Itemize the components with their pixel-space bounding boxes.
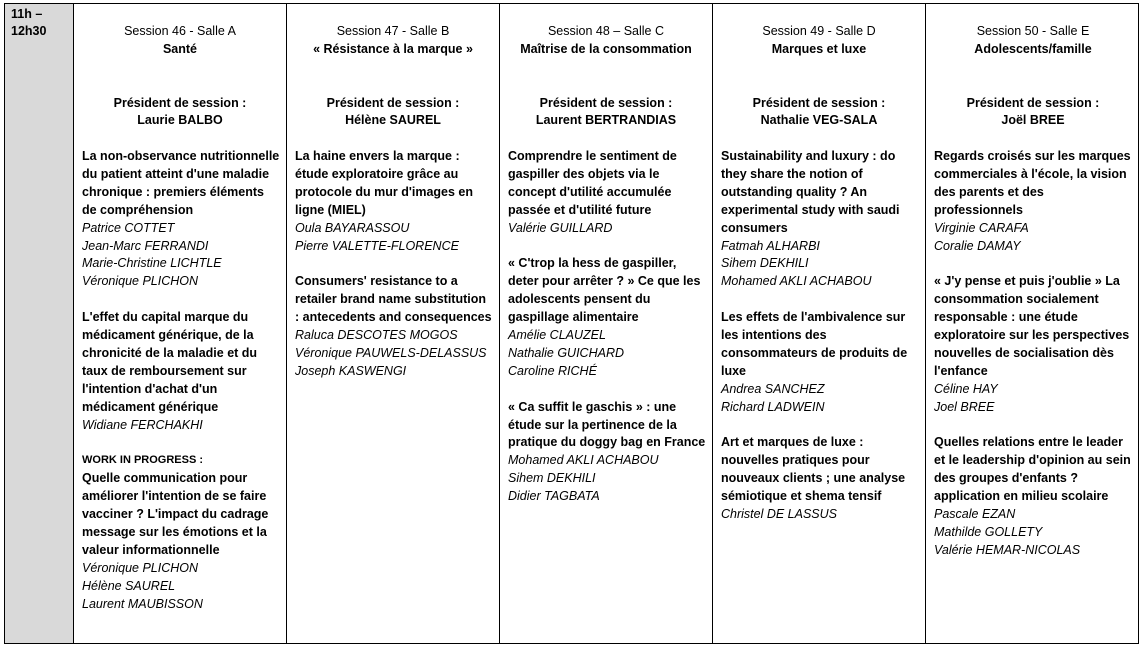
paper-title: Quelle communication pour améliorer l'intention de se faire vacciner ? L'impact du cadrage message sur les émotions et la valeur informationnelle bbox=[82, 471, 269, 557]
session-header bbox=[500, 22, 712, 58]
paper-title: L'effet du capital marque du médicament générique, de la chronicité de la maladie et du taux de remboursement sur l'intention d'achat d'un médicament générique bbox=[82, 310, 258, 414]
paper-author: Véronique PLICHON bbox=[82, 560, 199, 575]
session-header bbox=[287, 22, 499, 58]
president-name: Laurie BALBO bbox=[137, 113, 223, 127]
paper-author: Andrea SANCHEZ bbox=[721, 381, 825, 396]
paper-entry bbox=[934, 434, 1134, 559]
paper-author: Amélie CLAUZEL bbox=[508, 328, 606, 343]
paper-entry bbox=[508, 148, 706, 238]
paper-entry bbox=[82, 148, 280, 291]
session-header bbox=[74, 22, 286, 58]
president-label: Président de session : bbox=[752, 96, 886, 110]
paper-author: Valérie HEMAR-NICOLAS bbox=[934, 542, 1081, 557]
paper-entry bbox=[295, 148, 493, 255]
session-president bbox=[287, 95, 499, 129]
paper-entry bbox=[721, 434, 919, 524]
time-slot-end: 12h30 bbox=[11, 24, 47, 38]
paper-author: Pierre VALETTE-FLORENCE bbox=[295, 238, 459, 253]
paper-entry bbox=[934, 273, 1134, 416]
paper-entry bbox=[508, 399, 706, 506]
president-label: Président de session : bbox=[113, 96, 247, 110]
session-header bbox=[926, 22, 1140, 58]
paper-author: Nathalie GUICHARD bbox=[508, 345, 625, 360]
president-label: Président de session : bbox=[966, 96, 1100, 110]
time-slot bbox=[11, 6, 71, 40]
president-label: Président de session : bbox=[539, 96, 673, 110]
paper-title: Quelles relations entre le leader et le leadership d'opinion au sein des groupes d'enfants ? application en milieu scolaire bbox=[934, 435, 1131, 504]
paper-author: Widiane FERCHAKHI bbox=[82, 417, 203, 432]
session-number: Session 46 - Salle A bbox=[124, 24, 236, 38]
session-theme: Santé bbox=[162, 42, 198, 56]
paper-author: Mohamed AKLI ACHABOU bbox=[721, 274, 872, 289]
session-number: Session 49 - Salle D bbox=[762, 24, 876, 38]
paper-author: Véronique PLICHON bbox=[82, 274, 199, 289]
paper-author: Richard LADWEIN bbox=[721, 399, 825, 414]
paper-title: La non-observance nutritionnelle du patient atteint d'une maladie chronique : premiers éléments de compréhension bbox=[82, 149, 280, 217]
paper-list bbox=[721, 148, 919, 542]
paper-author: Joseph KASWENGI bbox=[295, 363, 407, 378]
paper-title: Les effets de l'ambivalence sur les intentions des consommateurs de produits de luxe bbox=[721, 310, 908, 378]
time-slot-cell bbox=[5, 4, 74, 643]
paper-title: La haine envers la marque : étude exploratoire grâce au protocole du mur d'images en ligne (MIEL) bbox=[295, 149, 473, 217]
paper-author: Laurent MAUBISSON bbox=[82, 596, 203, 611]
paper-author: Pascale EZAN bbox=[934, 507, 1016, 522]
paper-list bbox=[295, 148, 493, 399]
president-name: Hélène SAUREL bbox=[345, 113, 441, 127]
paper-list bbox=[508, 148, 706, 524]
paper-entry bbox=[721, 148, 919, 291]
time-slot-start: 11h – bbox=[11, 7, 43, 21]
paper-title: Comprendre le sentiment de gaspiller des objets via le concept d'utilité accumulée passée et d'utilité future bbox=[508, 149, 677, 217]
paper-entry bbox=[295, 273, 493, 380]
paper-title: « J'y pense et puis j'oublie » La consommation socialement responsable : une étude exploratoire sur les perspectives nouvelles de socialisation dès l'enfance bbox=[934, 274, 1130, 378]
paper-author: Raluca DESCOTES MOGOS bbox=[295, 328, 458, 343]
paper-author: Mathilde GOLLETY bbox=[934, 525, 1043, 539]
session-president bbox=[713, 95, 925, 129]
session-president bbox=[500, 95, 712, 129]
paper-entry bbox=[508, 255, 706, 380]
session-number: Session 48 – Salle C bbox=[547, 24, 665, 38]
paper-author: Virginie CARAFA bbox=[934, 220, 1029, 235]
paper-entry bbox=[721, 309, 919, 416]
paper-author: Oula BAYARASSOU bbox=[295, 220, 410, 235]
paper-author: Christel DE LASSUS bbox=[721, 507, 838, 522]
paper-title: Consumers' resistance to a retailer brand name substitution : antecedents and consequences bbox=[295, 274, 492, 325]
paper-author: Jean-Marc FERRANDI bbox=[82, 238, 209, 253]
paper-title: Art et marques de luxe : nouvelles pratiques pour nouveaux clients ; une analyse sémiotique et shema tensif bbox=[721, 435, 906, 504]
work-in-progress-label: WORK IN PROGRESS : bbox=[82, 454, 204, 467]
session-number: Session 47 - Salle B bbox=[336, 24, 450, 38]
session-column bbox=[74, 4, 287, 643]
paper-author: Mohamed AKLI ACHABOU bbox=[508, 453, 659, 468]
paper-author: Coralie DAMAY bbox=[934, 238, 1021, 253]
session-column bbox=[500, 4, 713, 643]
session-theme: Adolescents/famille bbox=[974, 42, 1092, 56]
paper-author: Caroline RICHÉ bbox=[508, 363, 597, 378]
paper-title: Sustainability and luxury : do they share the notion of outstanding quality ? An experimental study with saudi consumers bbox=[721, 149, 900, 235]
session-header bbox=[713, 22, 925, 58]
paper-entry bbox=[934, 148, 1134, 255]
paper-author: Valérie GUILLARD bbox=[508, 220, 613, 235]
paper-title: « C'trop la hess de gaspiller, deter pour arrêter ? » Ce que les adolescents pensent du gaspillage alimentaire bbox=[508, 256, 701, 325]
paper-entry bbox=[82, 452, 280, 613]
paper-author: Joel BREE bbox=[934, 399, 995, 414]
paper-author: Sihem DEKHILI bbox=[508, 471, 596, 486]
paper-author: Hélène SAUREL bbox=[82, 578, 176, 593]
president-name: Joël BREE bbox=[1001, 113, 1065, 127]
paper-author: Didier TAGBATA bbox=[508, 489, 600, 504]
paper-list bbox=[934, 148, 1134, 578]
session-column bbox=[287, 4, 500, 643]
paper-title: Regards croisés sur les marques commerciales à l'école, la vision des parents et des professionnels bbox=[934, 149, 1131, 217]
paper-author: Marie-Christine LICHTLE bbox=[82, 256, 222, 271]
paper-author: Véronique PAUWELS-DELASSUS bbox=[295, 345, 487, 360]
paper-author: Fatmah ALHARBI bbox=[721, 238, 820, 253]
president-name: Laurent BERTRANDIAS bbox=[535, 113, 677, 127]
session-theme: Maîtrise de la consommation bbox=[520, 42, 692, 56]
paper-entry bbox=[82, 309, 280, 434]
paper-author: Patrice COTTET bbox=[82, 220, 175, 235]
session-president bbox=[926, 95, 1140, 129]
session-number: Session 50 - Salle E bbox=[976, 24, 1090, 38]
session-theme: « Résistance à la marque » bbox=[313, 42, 473, 56]
president-label: Président de session : bbox=[326, 96, 460, 110]
paper-author: Sihem DEKHILI bbox=[721, 256, 809, 271]
session-theme: Marques et luxe bbox=[771, 42, 867, 56]
schedule-table bbox=[4, 3, 1139, 644]
paper-author: Céline HAY bbox=[934, 381, 998, 396]
paper-list bbox=[82, 148, 280, 631]
session-column bbox=[713, 4, 926, 643]
paper-title: « Ca suffit le gaschis » : une étude sur la pertinence de la pratique du doggy bag en France bbox=[508, 399, 706, 450]
session-president bbox=[74, 95, 286, 129]
president-name: Nathalie VEG-SALA bbox=[760, 113, 878, 127]
session-column bbox=[926, 4, 1140, 643]
